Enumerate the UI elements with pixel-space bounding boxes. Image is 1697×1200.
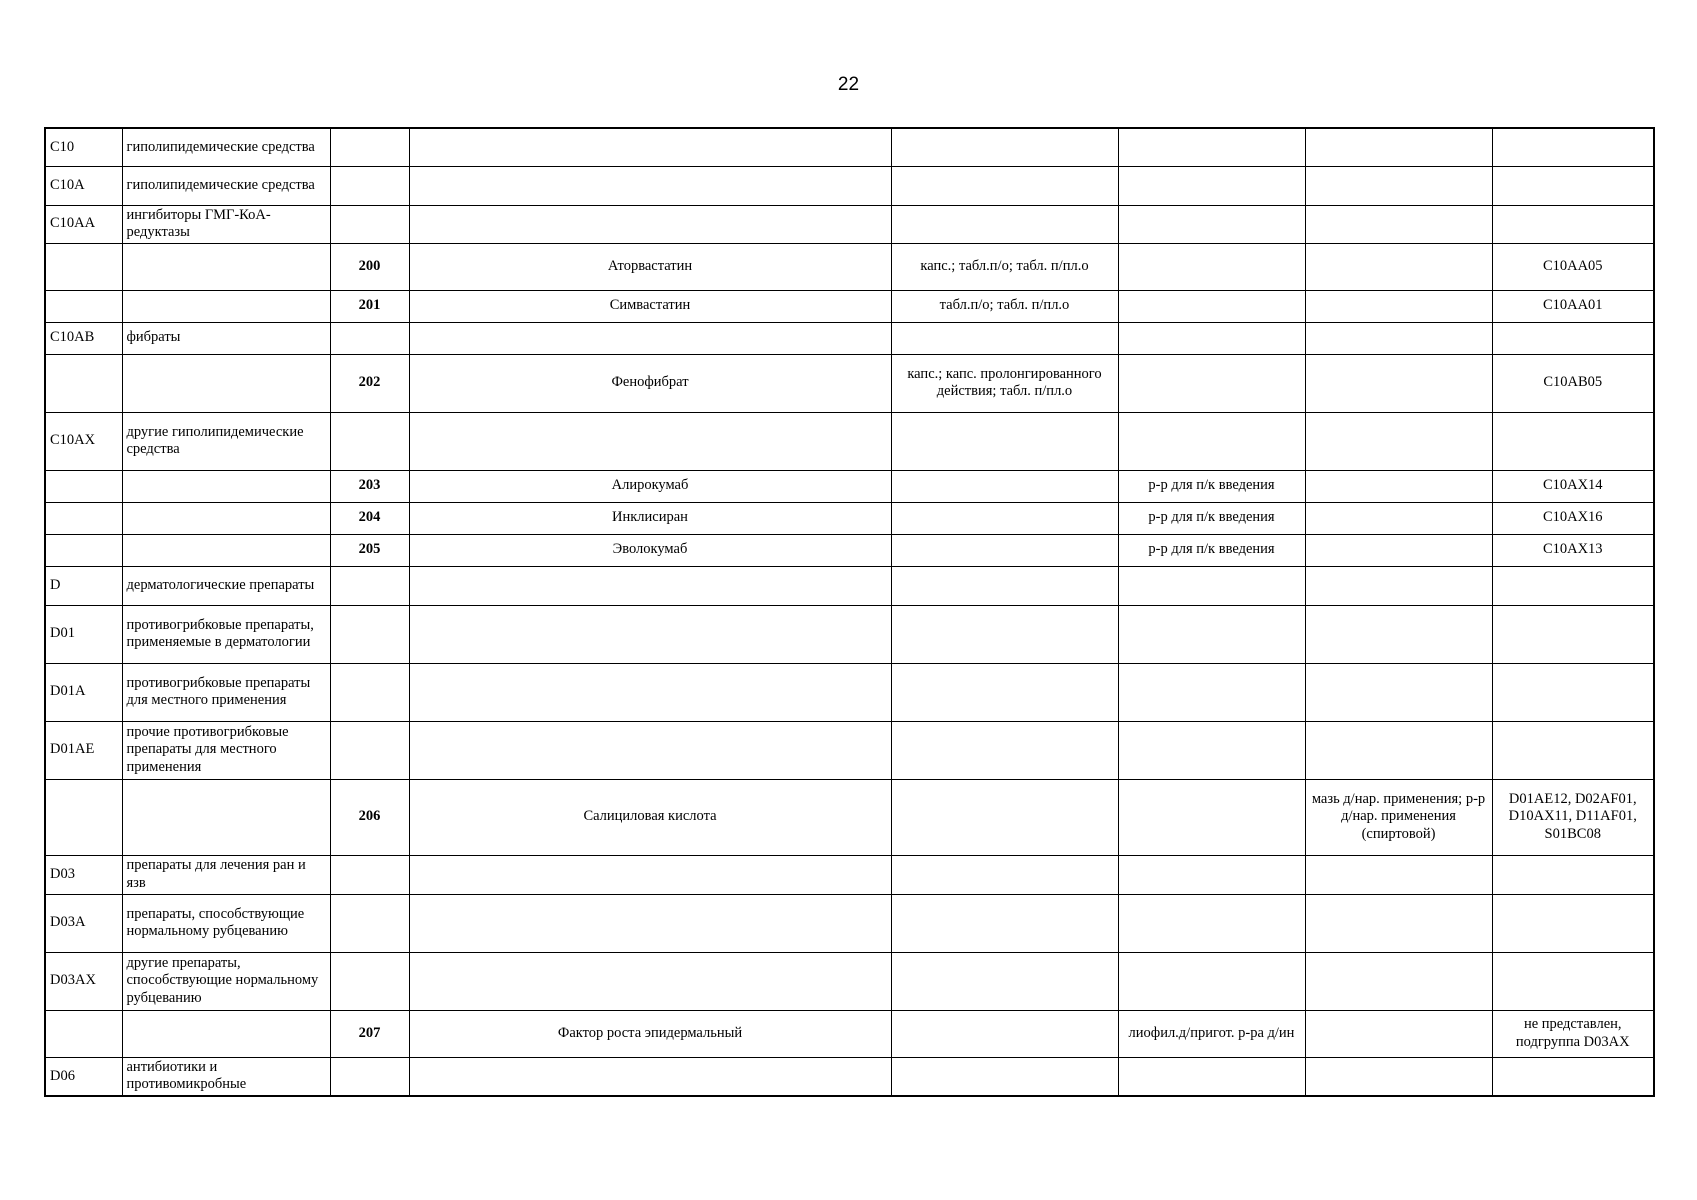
atc-reference-cell	[1492, 855, 1654, 894]
dosage-form-cell-2	[1118, 663, 1305, 721]
group-description-cell	[122, 502, 330, 534]
atc-reference-cell: C10AX16	[1492, 502, 1654, 534]
dosage-form-cell-3	[1305, 855, 1492, 894]
atc-reference-cell	[1492, 128, 1654, 166]
item-number-cell: 207	[330, 1010, 409, 1057]
atc-reference-cell: C10AX13	[1492, 534, 1654, 566]
group-description-cell	[122, 354, 330, 412]
group-description-cell: гиполипидемические средства	[122, 128, 330, 166]
atc-code-cell: D01	[45, 605, 122, 663]
dosage-form-cell-1	[891, 166, 1118, 205]
table-row	[45, 952, 1654, 1010]
dosage-form-cell-2: р-р для п/к введения	[1118, 502, 1305, 534]
drug-name-cell: Салициловая кислота	[409, 779, 891, 855]
atc-code-cell	[45, 534, 122, 566]
atc-code-cell: D03	[45, 855, 122, 894]
table-row	[45, 243, 1654, 290]
dosage-form-cell-1	[891, 663, 1118, 721]
drug-registry-table	[44, 127, 1655, 1097]
drug-name-cell: Симвастатин	[409, 290, 891, 322]
group-description-cell: препараты для лечения ран и язв	[122, 855, 330, 894]
drug-name-cell	[409, 1057, 891, 1096]
table-row	[45, 1057, 1654, 1096]
dosage-form-cell-2: лиофил.д/пригот. р-ра д/ин	[1118, 1010, 1305, 1057]
item-number-cell	[330, 663, 409, 721]
item-number-cell	[330, 721, 409, 779]
atc-code-cell: D01AE	[45, 721, 122, 779]
dosage-form-cell-2	[1118, 605, 1305, 663]
drug-name-cell: Алирокумаб	[409, 470, 891, 502]
table-row	[45, 290, 1654, 322]
item-number-cell	[330, 322, 409, 354]
dosage-form-cell-2	[1118, 721, 1305, 779]
atc-code-cell	[45, 779, 122, 855]
item-number-cell	[330, 205, 409, 243]
dosage-form-cell-1	[891, 1010, 1118, 1057]
item-number-cell	[330, 894, 409, 952]
dosage-form-cell-1	[891, 566, 1118, 605]
table-row	[45, 663, 1654, 721]
dosage-form-cell-3	[1305, 1057, 1492, 1096]
dosage-form-cell-1	[891, 721, 1118, 779]
dosage-form-cell-2	[1118, 322, 1305, 354]
atc-code-cell	[45, 243, 122, 290]
group-description-cell: фибраты	[122, 322, 330, 354]
atc-reference-cell	[1492, 605, 1654, 663]
dosage-form-cell-1: капс.; табл.п/о; табл. п/пл.о	[891, 243, 1118, 290]
dosage-form-cell-3	[1305, 566, 1492, 605]
table-row	[45, 166, 1654, 205]
dosage-form-cell-2	[1118, 779, 1305, 855]
dosage-form-cell-3	[1305, 290, 1492, 322]
atc-code-cell	[45, 470, 122, 502]
dosage-form-cell-1	[891, 894, 1118, 952]
dosage-form-cell-3	[1305, 243, 1492, 290]
group-description-cell: дерматологические препараты	[122, 566, 330, 605]
table-row	[45, 566, 1654, 605]
dosage-form-cell-3	[1305, 322, 1492, 354]
table-row	[45, 322, 1654, 354]
dosage-form-cell-1: табл.п/о; табл. п/пл.о	[891, 290, 1118, 322]
table-row	[45, 502, 1654, 534]
drug-name-cell: Эволокумаб	[409, 534, 891, 566]
table-row	[45, 1010, 1654, 1057]
dosage-form-cell-3	[1305, 470, 1492, 502]
group-description-cell	[122, 290, 330, 322]
atc-code-cell: D03AX	[45, 952, 122, 1010]
atc-reference-cell	[1492, 894, 1654, 952]
item-number-cell	[330, 128, 409, 166]
drug-name-cell: Инклисиран	[409, 502, 891, 534]
drug-name-cell	[409, 894, 891, 952]
group-description-cell	[122, 1010, 330, 1057]
dosage-form-cell-2: р-р для п/к введения	[1118, 470, 1305, 502]
atc-code-cell: C10AX	[45, 412, 122, 470]
item-number-cell	[330, 412, 409, 470]
dosage-form-cell-3	[1305, 952, 1492, 1010]
group-description-cell	[122, 470, 330, 502]
dosage-form-cell-3	[1305, 534, 1492, 566]
dosage-form-cell-1	[891, 952, 1118, 1010]
dosage-form-cell-2	[1118, 205, 1305, 243]
drug-name-cell	[409, 605, 891, 663]
group-description-cell	[122, 779, 330, 855]
dosage-form-cell-2	[1118, 412, 1305, 470]
dosage-form-cell-1	[891, 1057, 1118, 1096]
table-row	[45, 855, 1654, 894]
drug-name-cell: Аторвастатин	[409, 243, 891, 290]
drug-name-cell: Фактор роста эпидермальный	[409, 1010, 891, 1057]
dosage-form-cell-1	[891, 605, 1118, 663]
atc-code-cell: C10AA	[45, 205, 122, 243]
atc-reference-cell: C10AX14	[1492, 470, 1654, 502]
dosage-form-cell-2	[1118, 128, 1305, 166]
item-number-cell	[330, 855, 409, 894]
group-description-cell: препараты, способствующие нормальному рубцеванию	[122, 894, 330, 952]
drug-name-cell	[409, 721, 891, 779]
dosage-form-cell-3	[1305, 721, 1492, 779]
drug-name-cell	[409, 855, 891, 894]
dosage-form-cell-1	[891, 779, 1118, 855]
group-description-cell: прочие противогрибковые препараты для местного применения	[122, 721, 330, 779]
group-description-cell: другие гиполипидемические средства	[122, 412, 330, 470]
atc-reference-cell: не представлен, подгруппа D03AX	[1492, 1010, 1654, 1057]
drug-name-cell	[409, 205, 891, 243]
atc-code-cell	[45, 502, 122, 534]
atc-reference-cell	[1492, 322, 1654, 354]
dosage-form-cell-2	[1118, 243, 1305, 290]
group-description-cell: гиполипидемические средства	[122, 166, 330, 205]
atc-reference-cell	[1492, 166, 1654, 205]
drug-name-cell	[409, 412, 891, 470]
table-row	[45, 721, 1654, 779]
item-number-cell	[330, 566, 409, 605]
drug-name-cell	[409, 663, 891, 721]
table-row	[45, 128, 1654, 166]
atc-code-cell	[45, 290, 122, 322]
dosage-form-cell-1	[891, 470, 1118, 502]
item-number-cell: 201	[330, 290, 409, 322]
dosage-form-cell-1	[891, 534, 1118, 566]
item-number-cell: 206	[330, 779, 409, 855]
table-row	[45, 205, 1654, 243]
dosage-form-cell-3	[1305, 128, 1492, 166]
atc-reference-cell: D01AE12, D02AF01, D10AX11, D11AF01, S01BC08	[1492, 779, 1654, 855]
dosage-form-cell-3	[1305, 166, 1492, 205]
group-description-cell: антибиотики и противомикробные	[122, 1057, 330, 1096]
table-row	[45, 534, 1654, 566]
dosage-form-cell-3	[1305, 354, 1492, 412]
atc-code-cell: C10A	[45, 166, 122, 205]
dosage-form-cell-3: мазь д/нар. применения; р-р д/нар. применения (спиртовой)	[1305, 779, 1492, 855]
table-row	[45, 354, 1654, 412]
atc-code-cell: C10AB	[45, 322, 122, 354]
item-number-cell: 202	[330, 354, 409, 412]
group-description-cell: другие препараты, способствующие нормальному рубцеванию	[122, 952, 330, 1010]
page-number: 22	[837, 74, 860, 95]
atc-code-cell: D	[45, 566, 122, 605]
dosage-form-cell-2	[1118, 855, 1305, 894]
item-number-cell	[330, 1057, 409, 1096]
atc-code-cell: D01A	[45, 663, 122, 721]
dosage-form-cell-2	[1118, 290, 1305, 322]
item-number-cell	[330, 605, 409, 663]
dosage-form-cell-2: р-р для п/к введения	[1118, 534, 1305, 566]
dosage-form-cell-1	[891, 205, 1118, 243]
drug-name-cell	[409, 952, 891, 1010]
atc-reference-cell	[1492, 205, 1654, 243]
dosage-form-cell-3	[1305, 605, 1492, 663]
table-row	[45, 470, 1654, 502]
drug-name-cell	[409, 566, 891, 605]
atc-code-cell	[45, 354, 122, 412]
item-number-cell	[330, 166, 409, 205]
atc-reference-cell	[1492, 566, 1654, 605]
drug-name-cell	[409, 128, 891, 166]
atc-code-cell: D03A	[45, 894, 122, 952]
dosage-form-cell-1	[891, 412, 1118, 470]
atc-reference-cell	[1492, 721, 1654, 779]
atc-code-cell: D06	[45, 1057, 122, 1096]
dosage-form-cell-3	[1305, 663, 1492, 721]
dosage-form-cell-2	[1118, 952, 1305, 1010]
dosage-form-cell-3	[1305, 205, 1492, 243]
table-body	[45, 128, 1654, 1096]
group-description-cell: противогрибковые препараты для местного применения	[122, 663, 330, 721]
item-number-cell: 203	[330, 470, 409, 502]
atc-code-cell: C10	[45, 128, 122, 166]
dosage-form-cell-2	[1118, 354, 1305, 412]
table-row	[45, 779, 1654, 855]
dosage-form-cell-2	[1118, 566, 1305, 605]
group-description-cell	[122, 243, 330, 290]
dosage-form-cell-1	[891, 502, 1118, 534]
dosage-form-cell-3	[1305, 1010, 1492, 1057]
table-row	[45, 412, 1654, 470]
atc-reference-cell	[1492, 1057, 1654, 1096]
dosage-form-cell-3	[1305, 894, 1492, 952]
table-row	[45, 605, 1654, 663]
atc-reference-cell	[1492, 412, 1654, 470]
dosage-form-cell-1	[891, 128, 1118, 166]
dosage-form-cell-3	[1305, 502, 1492, 534]
group-description-cell	[122, 534, 330, 566]
atc-reference-cell: C10AA05	[1492, 243, 1654, 290]
atc-reference-cell: C10AB05	[1492, 354, 1654, 412]
drug-name-cell	[409, 322, 891, 354]
atc-reference-cell: C10AA01	[1492, 290, 1654, 322]
atc-reference-cell	[1492, 663, 1654, 721]
dosage-form-cell-2	[1118, 166, 1305, 205]
item-number-cell: 204	[330, 502, 409, 534]
dosage-form-cell-2	[1118, 894, 1305, 952]
atc-reference-cell	[1492, 952, 1654, 1010]
group-description-cell: ингибиторы ГМГ-КоА-редуктазы	[122, 205, 330, 243]
item-number-cell: 205	[330, 534, 409, 566]
dosage-form-cell-3	[1305, 412, 1492, 470]
group-description-cell: противогрибковые препараты, применяемые в дерматологии	[122, 605, 330, 663]
drug-name-cell: Фенофибрат	[409, 354, 891, 412]
atc-code-cell	[45, 1010, 122, 1057]
dosage-form-cell-1	[891, 855, 1118, 894]
item-number-cell	[330, 952, 409, 1010]
dosage-form-cell-1	[891, 322, 1118, 354]
item-number-cell: 200	[330, 243, 409, 290]
dosage-form-cell-1: капс.; капс. пролонгированного действия; табл. п/пл.о	[891, 354, 1118, 412]
table-row	[45, 894, 1654, 952]
drug-name-cell	[409, 166, 891, 205]
dosage-form-cell-2	[1118, 1057, 1305, 1096]
